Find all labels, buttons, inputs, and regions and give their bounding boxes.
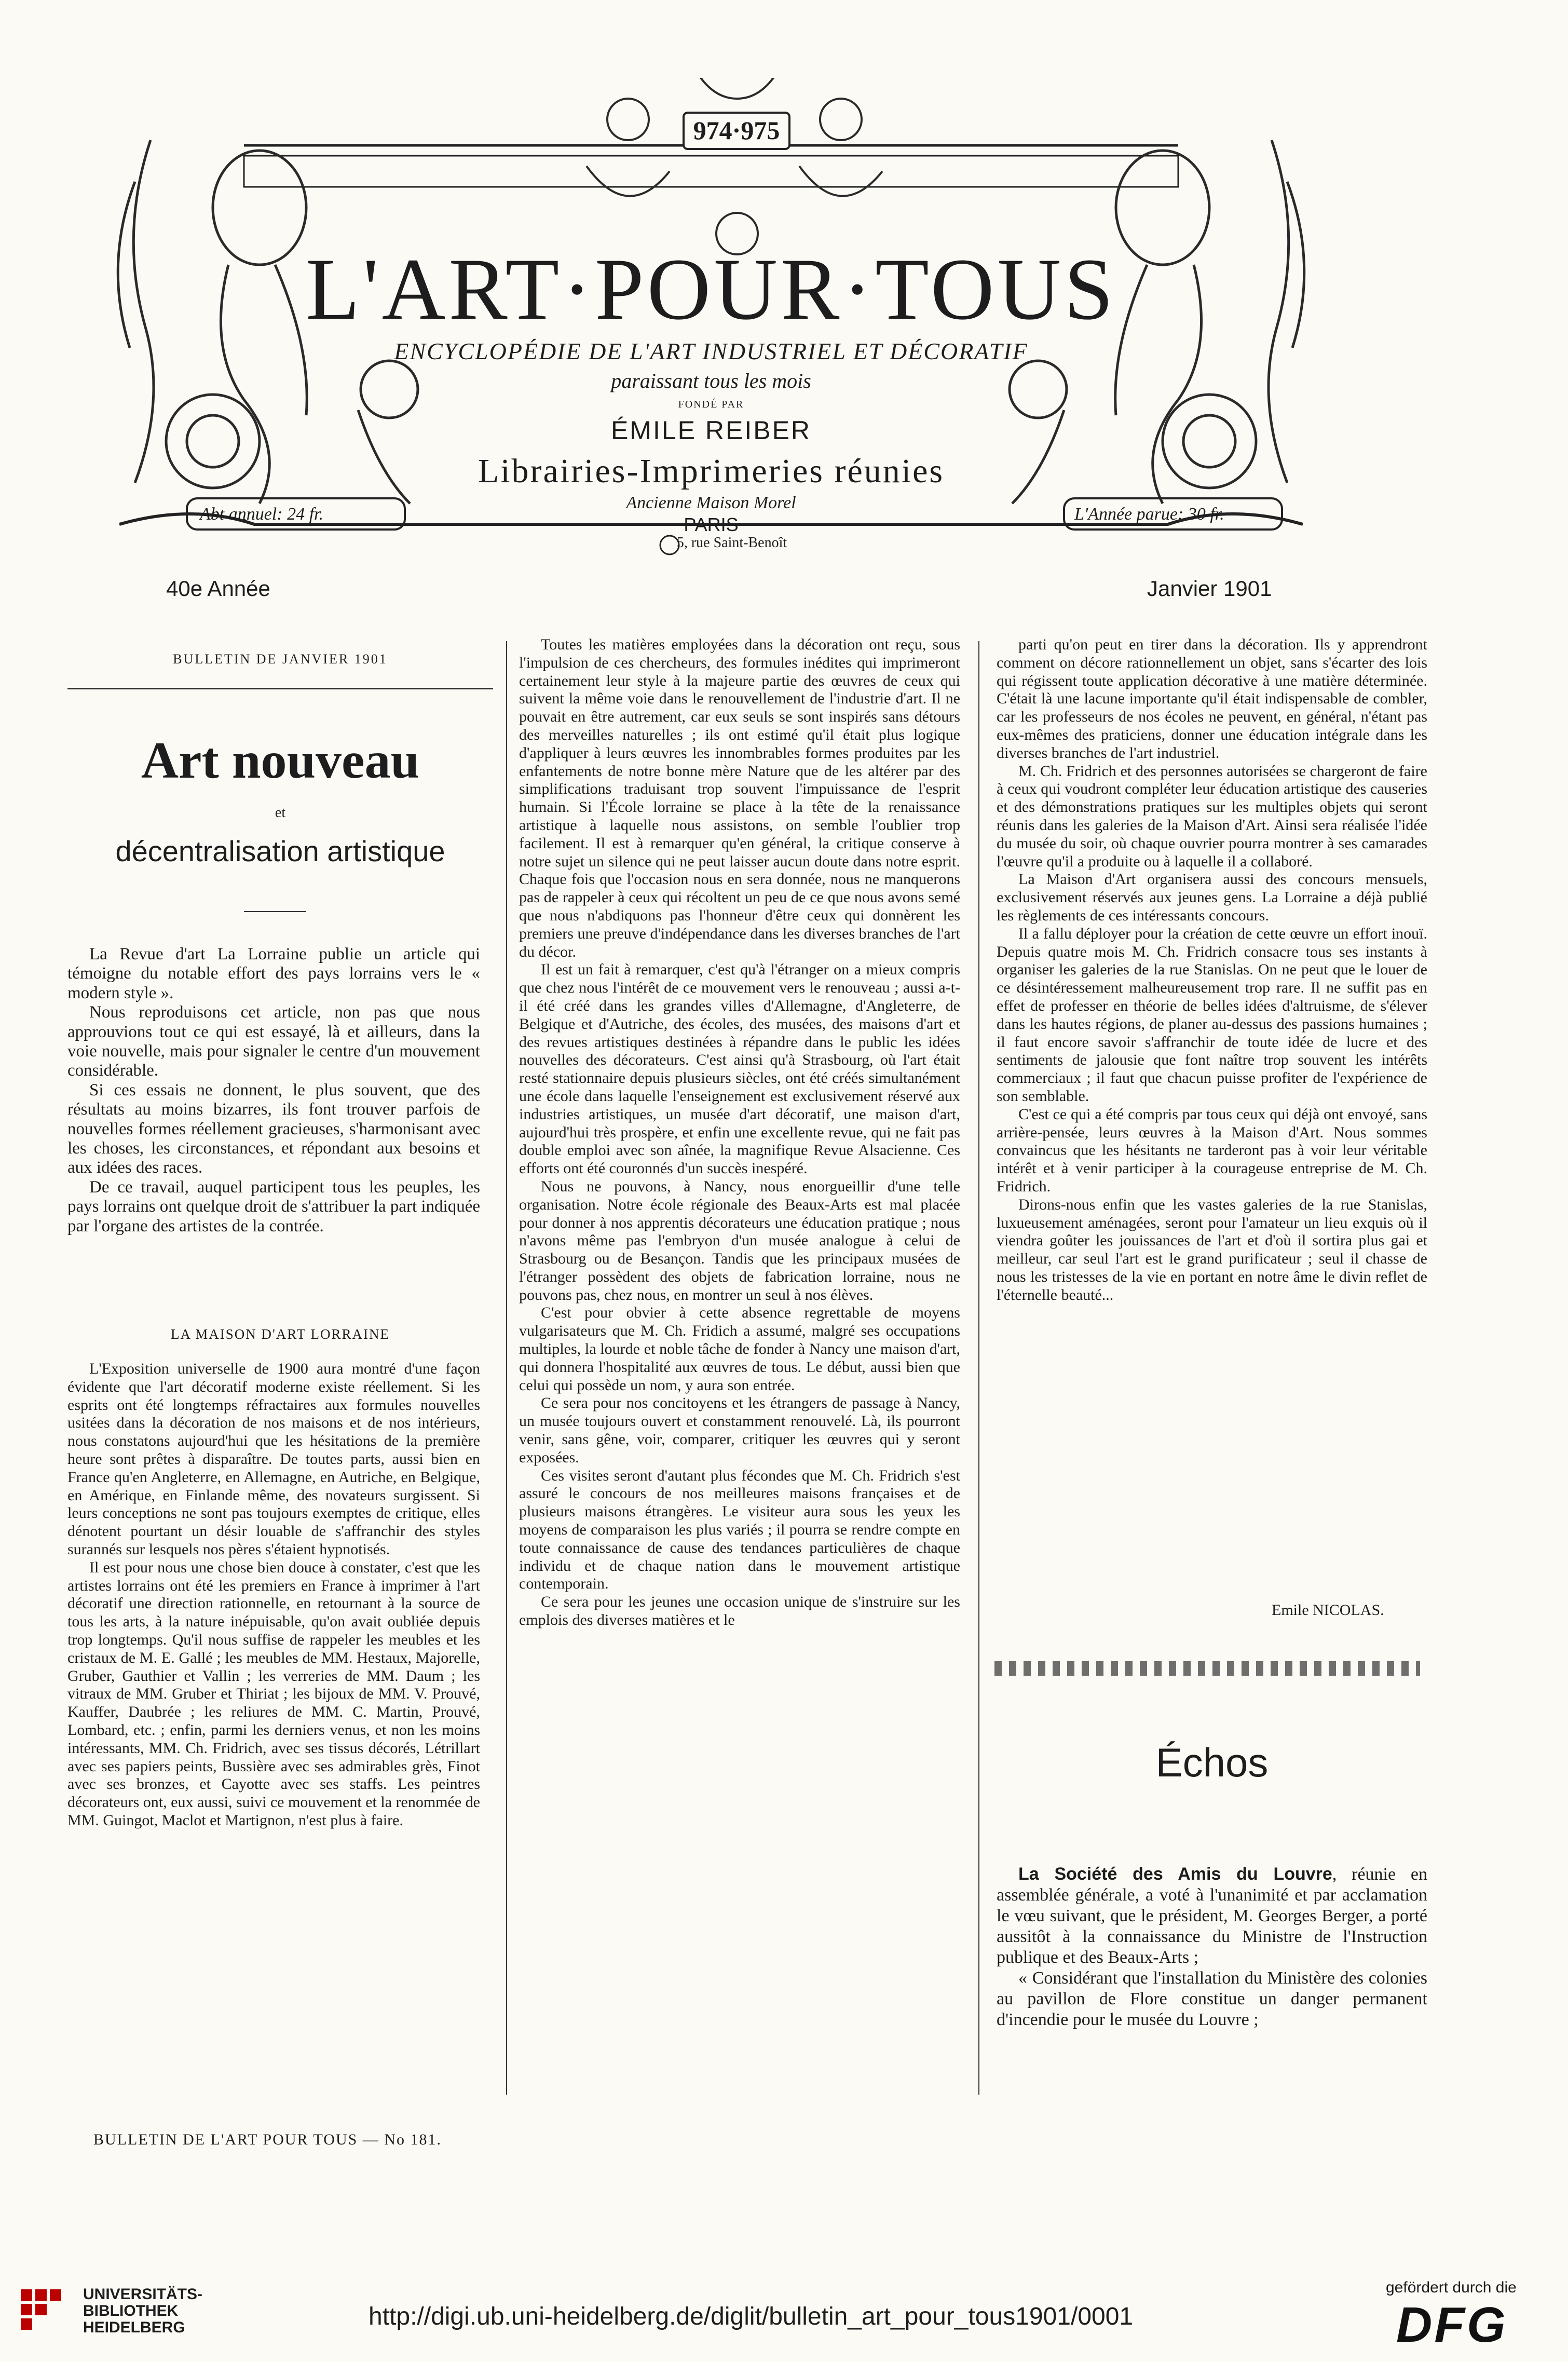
publisher-name: Librairies-Imprimeries réunies [478,452,945,490]
masthead [88,78,1334,555]
address: 5, rue Saint-Benoît [676,535,787,551]
intro-text [67,945,480,1236]
periodicity: paraissant tous les mois [611,369,811,392]
page-footer: BULLETIN DE L'ART POUR TOUS — No 181. [93,2131,442,2148]
journal-title: L'ART·POUR·TOUS [306,240,1116,338]
paragraph-body: , réunie en assemblée générale, a voté à l'unanimité et par acclamation le vœu suivant, que le président, M. Georges Berger, a porté aussitôt à la connaissance du Ministre de l'Instruction publique et des Beaux-Arts ; [997,1865,1427,1967]
column-rule [506,641,507,2095]
paragraph: Il est pour nous une chose bien douce à constater, c'est que les artistes lorrains ont été les premiers en France à imprimer à l'art décoratif une direction rationnelle, en retournant à la source de tous les arts, à la nature inépuisable, qu'on avait oubliée depuis trop longtemps. Qu'il nous suffise de rappeler les meubles et les cristaux de M. E. Gallé ; les meubles de MM. Hestaux, Majorelle, Gruber, Gauthier et Vallin ; les verreries de MM. Daum ; les vitraux de MM. Gruber et Thiriat ; les bijoux de MM. V. Prouvé, Kauffer, Daubrée ; les reliures de MM. C. Martin, Prouvé, Lombard, etc. ; enfin, parmi les derniers venus, et non les moins intéressants, MM. Ch. Fridrich, avec ses tissus décorés, Létrillart avec ses papiers peints, Bussière avec ses admirables grès, Finot avec ses bronzes, et Cayotte avec ses staffs. Les peintres décorateurs ont, eux aussi, suivi ce mouvement et la renommée de MM. Guingot, Maclot et Martignon, n'est plus à faire. [67,1558,480,1829]
dfg-logo: DFG [1396,2297,1508,2353]
signature: Emile NICOLAS. [1272,1601,1384,1619]
issue-date: Janvier 1901 [1147,576,1272,601]
paragraph: Ce sera pour les jeunes une occasion unique de s'instruire sur les emplois des diverses matières et le [519,1593,960,1629]
paragraph: M. Ch. Fridrich et des personnes autorisées se chargeront de faire à ceux qui voudront compléter leur éducation artistique des causeries et des démonstrations pratiques sur les multiples objets qui seront réunis dans les galeries de la Maison d'Art. Ainsi sera réalisée l'idée du musée du soir, où chaque ouvrier pourra montrer à ses camarades l'œuvre qu'il a produite ou à laquelle il a collaboré. [997,762,1427,870]
library-seal-icon [16,2284,78,2341]
city: PARIS [684,514,739,535]
section-heading: LA MAISON D'ART LORRAINE [170,1326,390,1342]
library-name [83,2286,202,2336]
year-price: L'Année parue: 30 fr. [1074,505,1224,524]
founder-name: ÉMILE REIBER [610,416,812,445]
journal-subtitle: ENCYCLOPÉDIE DE L'ART INDUSTRIEL ET DÉCORATIF [394,338,1028,364]
year-label: 40e Année [166,576,270,601]
paragraph: Ces visites seront d'autant plus fécondes que M. Ch. Fridrich s'est assuré le concours de nos meilleures maisons françaises et de plusieurs maisons étrangères. Le visiteur aura sous les yeux les moyens de comparaison les plus variés ; il pourra se rendre compte en toute connaissance de cause des tendances particulières de chaque individu et de chaque nation dans le mouvement artistique contemporain. [519,1467,960,1593]
echos-heading: Échos [1155,1740,1269,1785]
echos-text [997,1864,1427,2030]
paragraph: L'Exposition universelle de 1900 aura montré d'une façon évidente que l'art décoratif moderne existe réellement. Si les esprits ont été longtemps réfractaires aux formules nouvelles usitées dans la décoration de nos maisons et de nos intérieurs, nous constatons aujourd'hui que les hésitations de la première heure sont prêtes à disparaître. De toutes parts, aussi bien en France qu'en Angleterre, en Allemagne, en Autriche, en Belgique, en Amérique, en Finlande même, des novateurs surgissent. Si leurs conceptions ne sont pas toujours exemptes de critique, elles dénotent pourtant un désir louable de s'affranchir des styles surannés sur lesquels nos pères s'étaient hypnotisés. [67,1360,480,1558]
paragraph: Nous reproduisons cet article, non pas que nous approuvions tout ce qui est essayé, là et ailleurs, dans la voie nouvelle, mais pour signaler le centre d'un mouvement considérable. [67,1003,480,1080]
column-rule [978,641,979,2095]
paragraph: « Considérant que l'installation du Ministère des colonies au pavillon de Flore constitue un danger permanent d'incendie pour le musée du Louvre ; [997,1969,1427,2029]
library-name-line: UNIVERSITÄTS- [83,2286,203,2303]
society-name: La Société des Amis du Louvre [1018,1864,1332,1884]
funding-label: gefördert durch die [1386,2279,1517,2296]
divider [67,688,493,689]
article-title: Art nouveau [141,731,420,789]
paragraph: Dirons-nous enfin que les vastes galeries de la rue Stanislas, luxueusement aménagées, seront pour l'amateur un lieu exquis où il viendra goûter les jouissances de l'art et d'où il sortira plus gai et meilleur, car seul l'art est le grand purificateur ; seul il chasse de nous les tristesses de la vie en portant en notre âme le divin reflet de l'éternelle beauté... [997,1196,1427,1304]
library-name-line: HEIDELBERG [83,2319,185,2336]
paragraph: Toutes les matières employées dans la décoration ont reçu, sous l'impulsion de ces chercheurs, des formules inédites qui imprimeront certainement leur style à la majeure partie des œuvres de ceux qui suivent la même voie dans le renouvellement de l'industrie d'art. Il ne pouvait en être autrement, car eux seuls se sont inspirés sans détours des merveilles naturelles ; ils ont estimé qu'il était plus logique d'appliquer à leurs œuvres les innombrables formes produites par les enfantements de notre bonne mère Nature que de les altérer par des simplifications traduisant trop souvent l'impuissance de l'esprit humain. Si l'École lorraine se place à la tête de la renaissance artistique à laquelle nous assistons, on semble l'oublier trop facilement. Il est à remarquer qu'en général, la critique conserve à notre sujet un silence qui ne peut laisser aucun doute dans notre esprit. Chaque fois que l'occasion nous en sera donnée, nous ne manquerons pas de rappeler à ceux qui récoltent un peu de ce que nous avons semé que nous n'abdiquons pas l'honneur d'être ceux qui donnèrent les premiers une preuve d'indépendance dans les diverses branches de l'art du décor. [519,636,960,960]
subscription-price: Abt annuel: 24 fr. [200,505,323,524]
bulletin-label: BULLETIN DE JANVIER 1901 [173,651,388,667]
paragraph: parti qu'on peut en tirer dans la décoration. Ils y apprendront comment on décore rationnellement un objet, sans s'écarter des lois qui régissent toute application décorative à une matière déterminée. C'était là une lacune importante qu'il était indispensable de combler, car les professeurs de nos écoles ne peuvent, en général, n'étant pas eux-mêmes des praticiens, donner une éducation intégrale dans les diverses branches de l'art industriel. [997,636,1427,762]
article-subtitle: décentralisation artistique [115,835,445,867]
source-url-link[interactable]: http://digi.ub.uni-heidelberg.de/diglit/bulletin_art_pour_tous1901/0001 [369,2303,1134,2330]
article-text [519,636,960,1630]
paragraph: La Revue d'art La Lorraine publie un article qui témoigne du notable effort des pays lorrains vers le « modern style ». [67,945,480,1002]
paragraph: Ce sera pour nos concitoyens et les étrangers de passage à Nancy, un musée toujours ouvert et constamment renouvelé. Là, ils pourront venir, sans gêne, voir, comparer, critiquer les œuvres qui y seront exposées. [519,1394,960,1466]
library-name-line: BIBLIOTHEK [83,2302,179,2319]
ornamental-divider [994,1661,1420,1676]
paragraph: Si ces essais ne donnent, le plus souvent, que des résultats au moins bizarres, ils font trouver parfois de nouvelles formes réellement gracieuses, s'harmonisant avec les choses, les circonstances, et répondant aux besoins et aux idées des races. [67,1080,480,1177]
article-text [67,1360,480,1830]
founded-by-label: FONDÉ PAR [678,399,744,410]
former-house: Ancienne Maison Morel [626,493,796,512]
paragraph: C'est pour obvier à cette absence regrettable de moyens vulgarisateurs que M. Ch. Fridich a assumé, malgré ses occupations multiples, la lourde et noble tâche de fonder à Nancy une maison d'art, qui donnera l'hospitalité aux œuvres de tous. Le début, aussi bien que celui qui possède un nom, y aura son entrée. [519,1304,960,1394]
paragraph: Nous ne pouvons, à Nancy, nous enorgueillir d'une telle organisation. Notre école régionale des Beaux-Arts est mal placée pour donner à nos apprentis décorateurs une éducation pratique ; nous n'avons même pas l'embryon d'un musée analogue à celui de Strasbourg ou de Besançon. Tandis que les principaux musées de l'étranger possèdent des objets de fabrication lorraine, nous ne pouvons pas, chez nous, en montrer un seul à nos élèves. [519,1177,960,1304]
paragraph: Il est un fait à remarquer, c'est qu'à l'étranger on a mieux compris que chez nous l'intérêt de ce mouvement vers le renouveau ; aussi a-t-il été créé dans les grandes villes d'Allemagne, d'Angleterre, de Belgique et d'Autriche, des écoles, des musées, des maisons d'art et des revues artistiques destinées à répandre dans le public les idées nouvelles des décorateurs. C'est ainsi qu'à Strasbourg, où l'art était resté stationnaire depuis plusieurs siècles, ont été créés simultanément une école dans laquelle l'enseignement est exclusivement réservé aux industries artistiques, un musée d'art décoratif, une maison d'art, aujourd'hui très prospère, et enfin une excellente revue, qui ne fait pas double emploi avec son aînée, la magnifique Revue Alsacienne. Ces efforts ont été couronnés d'un succès inespéré. [519,961,960,1177]
paragraph [997,1864,1427,1968]
digitization-footer [16,2279,1552,2353]
article-text [997,636,1427,1304]
title-conjunction: et [275,805,286,821]
issue-number: 974·975 [683,112,790,150]
paragraph: La Maison d'Art organisera aussi des concours mensuels, exclusivement réservés aux jeunes gens. La Lorraine a déjà publié les règlements de ces intéressants concours. [997,871,1427,924]
paragraph: De ce travail, auquel participent tous les peuples, les pays lorrains ont quelque droit de s'attribuer la part indiquée par l'organe des artistes de la contrée. [67,1177,480,1236]
paragraph: C'est ce qui a été compris par tous ceux qui déjà ont envoyé, sans arrière-pensée, leurs œuvres à la Maison d'Art. Nous sommes convaincus que les hésitants ne tarderont pas à voir leur véritable intérêt et à venir participer à la courageuse entreprise de M. Ch. Fridrich. [997,1105,1427,1195]
divider [244,911,306,912]
paragraph: Il a fallu déployer pour la création de cette œuvre un effort inouï. Depuis quatre mois M. Ch. Fridrich consacre tous ses instants à organiser les galeries de la rue Stanislas. On ne peut que le louer de ce désintéressement malheureusement trop rare. Il ne suffit pas en effet de professer en théorie de belles idées d'altruisme, de s'élever dans les hautes régions, de planer au-dessus des passions humaines ; il faut encore savoir s'affranchir de toute idée de lucre et des sentiments de jalousie que font naître trop souvent les intérêts commerciaux ; il faut que chacun puisse profiter de l'expérience de son semblable. [997,925,1427,1105]
